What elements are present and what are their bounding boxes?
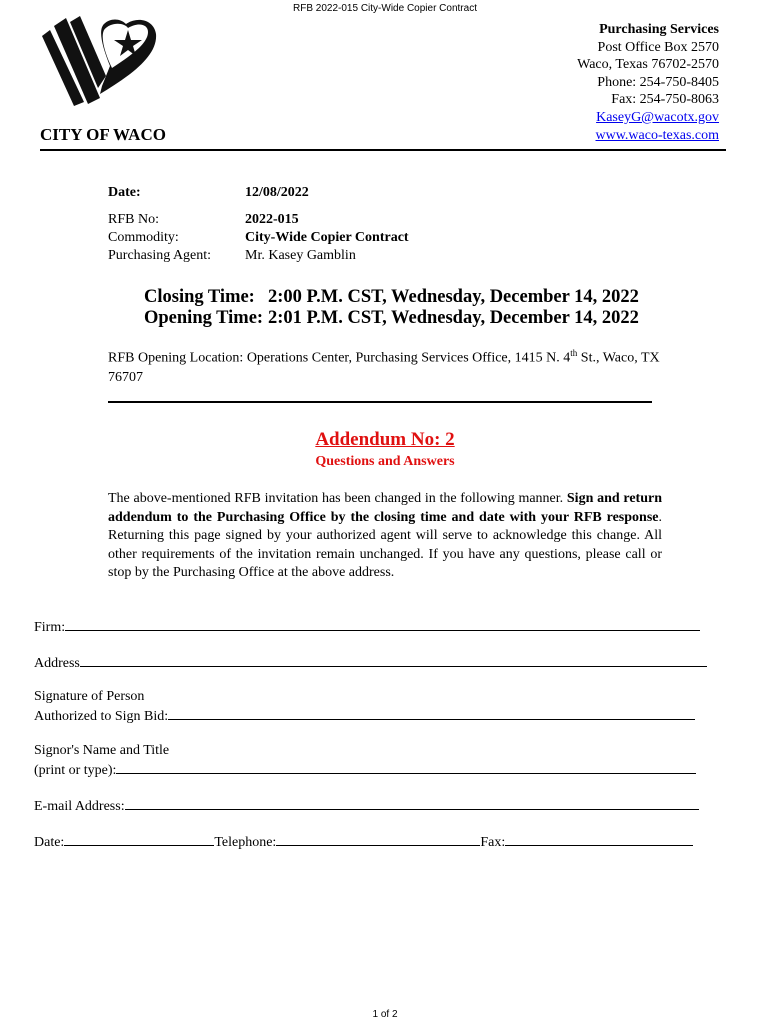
header-divider <box>40 149 726 151</box>
firm-blank[interactable] <box>65 617 700 631</box>
email-blank[interactable] <box>125 796 699 810</box>
fax-label: Fax: <box>480 835 506 850</box>
date-telephone-fax-row <box>34 832 693 852</box>
telephone-blank[interactable] <box>276 832 480 846</box>
purchasing-agent-label: Purchasing Agent: <box>108 248 212 263</box>
email-field[interactable] <box>34 796 699 816</box>
purchasing-agent-value: Mr. Kasey Gamblin <box>245 248 356 263</box>
signor-name-blank[interactable] <box>116 760 696 774</box>
signature-field[interactable] <box>34 706 695 726</box>
form-date-blank[interactable] <box>64 832 214 846</box>
city-of-waco-logo <box>40 16 162 110</box>
contact-block <box>577 21 719 144</box>
closing-time-row <box>144 287 639 308</box>
signature-blank[interactable] <box>168 706 695 720</box>
opening-location: RFB Opening Location: Operations Center, Purchasing Services Office, 1415 N. 4th St., Waco, TX 76707 <box>108 348 660 385</box>
addendum-title: Addendum No: 2 <box>315 429 455 450</box>
signor-label-line-1: Signor's Name and Title <box>34 743 170 758</box>
department-name: Purchasing Services <box>599 22 719 37</box>
phone-number: Phone: 254-750-8405 <box>597 74 719 90</box>
city-name: CITY OF WACO <box>40 125 166 144</box>
address-blank[interactable] <box>80 653 707 667</box>
signature-label: Authorized to Sign Bid: <box>34 709 169 724</box>
section-divider <box>108 401 652 403</box>
running-header: RFB 2022-015 City-Wide Copier Contract <box>293 3 477 14</box>
rfb-number-label: RFB No: <box>108 212 159 227</box>
commodity-value: City-Wide Copier Contract <box>245 230 409 245</box>
website-link[interactable]: www.waco-texas.com <box>595 127 719 143</box>
addendum-subtitle: Questions and Answers <box>315 454 455 469</box>
city-state-zip: Waco, Texas 76702-2570 <box>577 57 719 73</box>
opening-time-value: 2:01 P.M. CST, Wednesday, December 14, 2022 <box>268 308 639 328</box>
signor-name-field[interactable] <box>34 760 696 780</box>
signature-label-line-1: Signature of Person <box>34 689 145 704</box>
fax-blank[interactable] <box>505 832 693 846</box>
date-label: Date: <box>108 185 141 200</box>
firm-field[interactable] <box>34 617 700 637</box>
po-box: Post Office Box 2570 <box>597 39 719 55</box>
rfb-number-value: 2022-015 <box>245 212 299 227</box>
address-field[interactable] <box>34 653 707 673</box>
telephone-label: Telephone: <box>214 835 277 850</box>
opening-time-row <box>144 308 639 329</box>
closing-time-value: 2:00 P.M. CST, Wednesday, December 14, 2022 <box>268 287 639 307</box>
email-link[interactable]: KaseyG@wacotx.gov <box>596 109 719 125</box>
closing-time-label: Closing Time: <box>144 287 255 307</box>
form-date-label: Date: <box>34 835 65 850</box>
address-label: Address <box>34 656 80 671</box>
signor-label: (print or type): <box>34 763 117 778</box>
commodity-label: Commodity: <box>108 230 179 245</box>
firm-label: Firm: <box>34 620 66 635</box>
fax-number: Fax: 254-750-8063 <box>611 92 719 108</box>
email-label: E-mail Address: <box>34 799 125 814</box>
addendum-instructions: The above-mentioned RFB invitation has been changed in the following manner. Sign and return addendum to the Purchasing Office by the closing time and date with your RFB response. Returning this page signed by your authorized agent will serve to acknowledge this change. All other requirements of the invitation remain unchanged. If you have any questions, please call or stop by the Purchasing Office at the above address. <box>108 491 662 581</box>
page-number: 1 of 2 <box>372 1009 398 1020</box>
date-value: 12/08/2022 <box>245 185 309 200</box>
opening-time-label: Opening Time: <box>144 308 264 328</box>
